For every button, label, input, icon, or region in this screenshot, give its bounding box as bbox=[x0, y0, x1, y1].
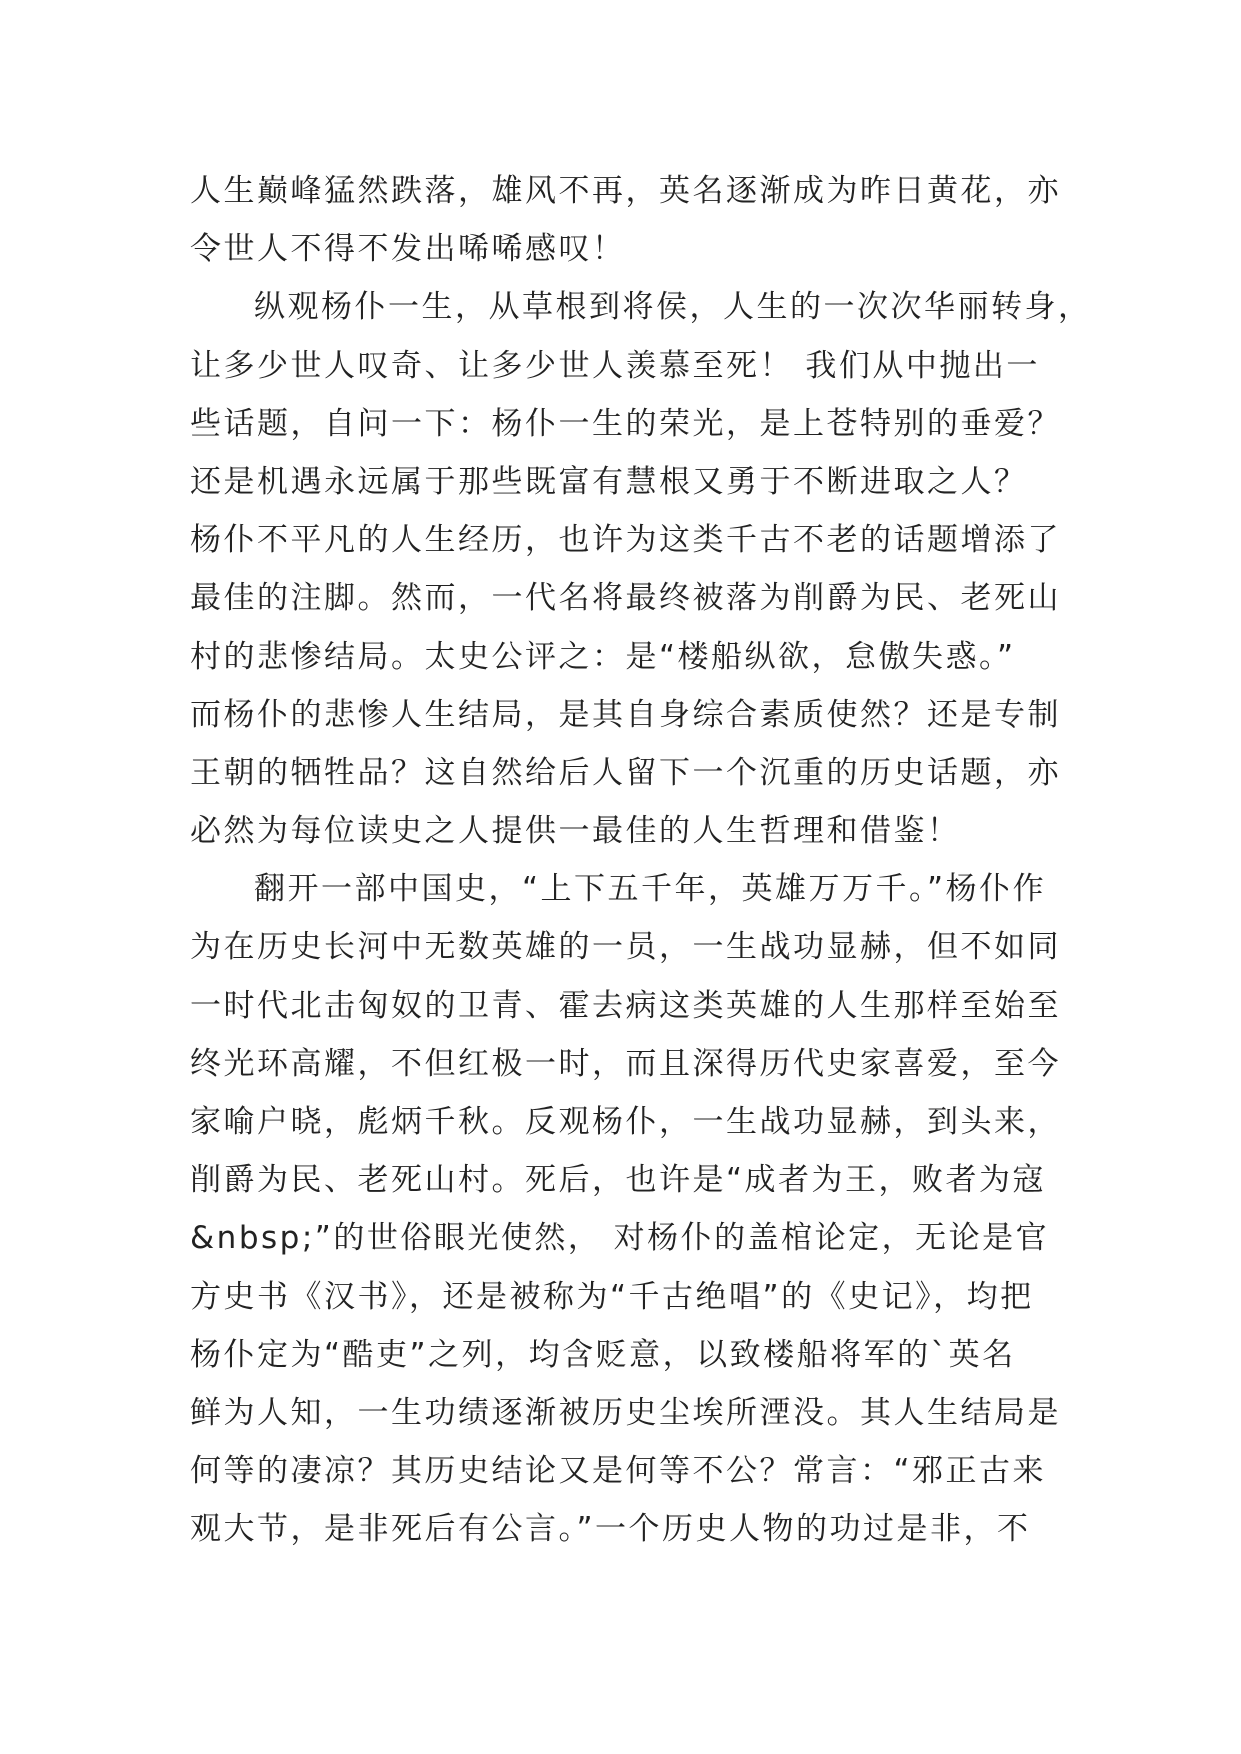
text-line: 令世人不得不发出唏唏感叹！ bbox=[190, 231, 626, 268]
text-line: 杨仆定为“酷吏”之列，均含贬意，以致楼船将军的`英名 bbox=[190, 1336, 1016, 1373]
text-line: 村的悲惨结局。太史公评之：是“楼船纵欲，怠傲失惑。” bbox=[190, 638, 1016, 675]
text-line: 观大节，是非死后有公言。”一个历史人物的功过是非，不 bbox=[190, 1511, 1031, 1548]
body-text bbox=[190, 162, 1092, 1559]
paragraph-start-line: 纵观杨仆一生，从草根到将侯，人生的一次次华丽转身， bbox=[254, 289, 1092, 326]
text-line: &nbsp;”的世俗眼光使然， 对杨仆的盖棺论定，无论是官 bbox=[190, 1220, 1050, 1257]
text-line: 王朝的牺牲品？这自然给后人留下一个沉重的历史话题，亦 bbox=[190, 754, 1061, 791]
text-line: 一时代北击匈奴的卫青、霍去病这类英雄的人生那样至始至 bbox=[190, 987, 1061, 1024]
text-line: 削爵为民、老死山村。死后，也许是“成者为王，败者为寇 bbox=[190, 1162, 1047, 1199]
text-line: 而杨仆的悲惨人生结局，是其自身综合素质使然？还是专制 bbox=[190, 696, 1061, 733]
paragraph-start-line: 翻开一部中国史，“上下五千年，英雄万万千。”杨仆作 bbox=[254, 871, 1047, 908]
text-line: 终光环高耀，不但红极一时，而且深得历代史家喜爱，至今 bbox=[190, 1045, 1061, 1082]
text-line: 让多少世人叹奇、让多少世人羡慕至死！ 我们从中抛出一 bbox=[190, 347, 1040, 384]
text-line: 人生巅峰猛然跌落，雄风不再，英名逐渐成为昨日黄花，亦 bbox=[190, 173, 1061, 209]
text-line: 些话题，自问一下：杨仆一生的荣光，是上苍特别的垂爱？ bbox=[190, 405, 1061, 442]
text-line: 杨仆不平凡的人生经历，也许为这类千古不老的话题增添了 bbox=[190, 522, 1061, 559]
text-line: 方史书《汉书》，还是被称为“千古绝唱”的《史记》，均把 bbox=[190, 1278, 1034, 1315]
text-line: 为在历史长河中无数英雄的一员，一生战功显赫，但不如同 bbox=[190, 929, 1061, 966]
text-line: 家喻户晓，彪炳千秋。反观杨仆，一生战功显赫，到头来， bbox=[190, 1104, 1061, 1140]
text-line: 必然为每位读史之人提供一最佳的人生哲理和借鉴！ bbox=[190, 813, 961, 850]
text-line: 何等的凄凉？其历史结论又是何等不公？常言：“邪正古来 bbox=[190, 1453, 1047, 1490]
text-line: 最佳的注脚。然而，一代名将最终被落为削爵为民、老死山 bbox=[190, 580, 1061, 617]
text-line: 还是机遇永远属于那些既富有慧根又勇于不断进取之人？ bbox=[190, 463, 1028, 500]
text-line: 鲜为人知，一生功绩逐渐被历史尘埃所湮没。其人生结局是 bbox=[190, 1394, 1061, 1431]
